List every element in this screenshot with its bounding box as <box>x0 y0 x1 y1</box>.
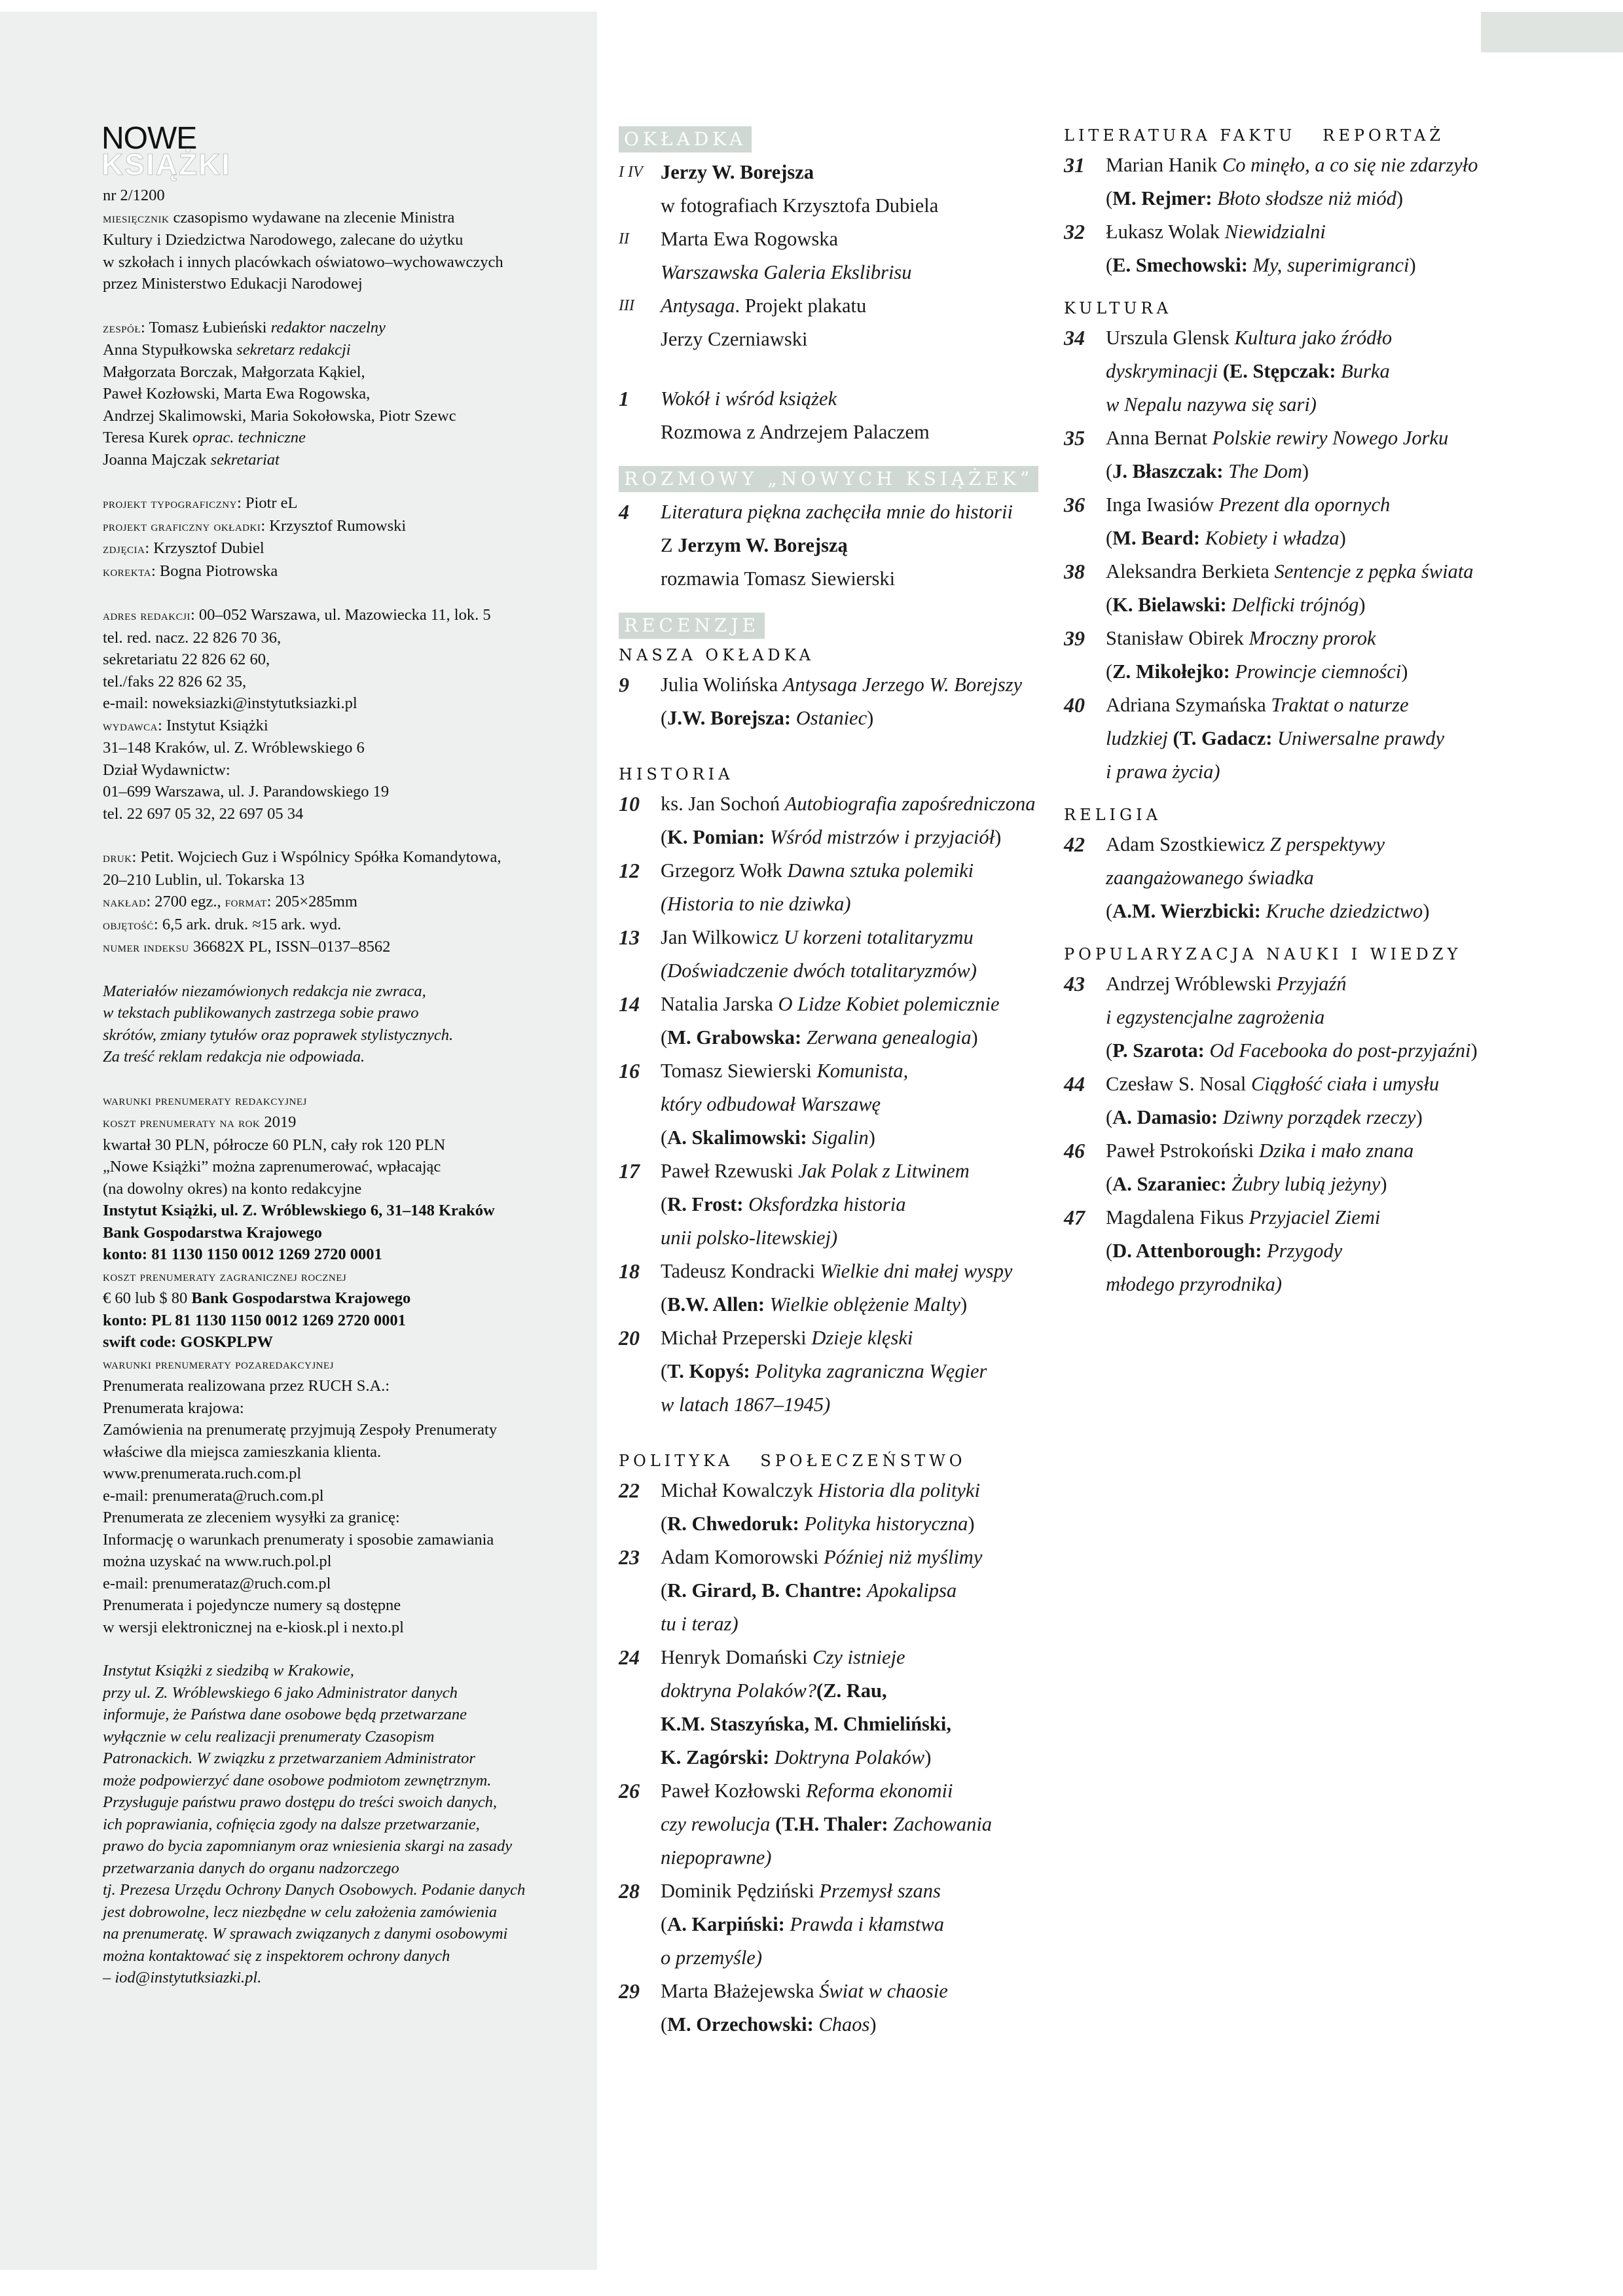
toc-column-middle <box>619 122 1064 2041</box>
toc-entry[interactable]: 29 Marta Błażejewska Świat w chaosie (M. Orzechowski: Chaos) <box>619 1979 948 2036</box>
toc-entry[interactable]: 4 Literatura piękna zachęciła mnie do historii Z Jerzym W. Borejszą rozmawia Tomasz Siewierski <box>619 500 1013 590</box>
section-polityka: POLITYKA SPOŁECZEŃSTWO <box>619 1452 966 1470</box>
issue-number: nr 2/1200 <box>103 187 165 204</box>
toc-entry[interactable]: 23 Adam Komorowski Później niż myślimy (R. Girard, B. Chantre: Apokalipsa tu i teraz) <box>619 1545 983 1635</box>
toc-entry[interactable]: 1 Wokół i wśród książek Rozmowa z Andrzejem Palaczem <box>619 387 930 443</box>
section-literatura-faktu: LITERATURA FAKTU REPORTAŻ <box>1064 126 1445 145</box>
toc-entry[interactable]: 35 Anna Bernat Polskie rewiry Nowego Jorku (J. Błaszczak: The Dom) <box>1064 426 1449 482</box>
toc-entry[interactable]: 36 Inga Iwasiów Prezent dla opornych (M. Beard: Kobiety i władza) <box>1064 493 1391 549</box>
subscription-url[interactable]: www.prenumerata.ruch.com.pl <box>103 1465 302 1482</box>
toc-entry[interactable]: 20 Michał Przeperski Dzieje klęski (T. Kopyś: Polityka zagraniczna Węgier w latach 1867–1945) <box>619 1326 987 1416</box>
toc-entry[interactable]: 39 Stanisław Obirek Mroczny prorok (Z. Mikołejko: Prowincje ciemności) <box>1064 626 1408 683</box>
section-historia: HISTORIA <box>619 765 734 783</box>
section-recenzje: RECENZJE <box>619 613 765 639</box>
toc-entry[interactable]: 42 Adam Szostkiewicz Z perspektywy zaangażowanego świadka (A.M. Wierzbicki: Kruche dziedzictwo) <box>1064 833 1430 922</box>
editorial-email[interactable]: e-mail: noweksiazki@instytutksiazki.pl <box>103 694 357 712</box>
toc-entry[interactable]: 43 Andrzej Wróblewski Przyjaźń i egzystencjalne zagrożenia (P. Szarota: Od Facebooka do post-przyjaźni) <box>1064 972 1478 1062</box>
toc-entry[interactable]: 13 Jan Wilkowicz U korzeni totalitaryzmu (Doświadczenie dwóch totalitaryzmów) <box>619 925 977 982</box>
toc-entry[interactable]: 46 Paweł Pstrokoński Dzika i mało znana (A. Szaraniec: Żubry lubią jeżyny) <box>1064 1139 1414 1195</box>
logo-nowe: NOWE <box>101 121 197 156</box>
toc-entry[interactable]: 17 Paweł Rzewuski Jak Polak z Litwinem (R. Frost: Oksfordzka historia unii polsko-litewskiej) <box>619 1159 970 1249</box>
toc-entry[interactable]: 28 Dominik Pędziński Przemysł szans (A. Karpiński: Prawda i kłamstwa o przemyśle) <box>619 1879 944 1969</box>
toc-entry[interactable]: 34 Urszula Glensk Kultura jako źródło dyskryminacji (E. Stępczak: Burka w Nepalu nazywa się sari) <box>1064 326 1393 416</box>
toc-entry[interactable]: 9 Julia Wolińska Antysaga Jerzego W. Borejszy (J.W. Borejsza: Ostaniec) <box>619 673 1023 729</box>
corner-decoration <box>1481 12 1623 52</box>
section-rozmowy: ROZMOWY „NOWYCH KSIĄŻEK” <box>619 466 1038 492</box>
toc-entry[interactable]: II Marta Ewa Rogowska Warszawska Galeria Ekslibrisu <box>619 228 912 283</box>
magazine-logo <box>101 121 231 181</box>
section-kultura: KULTURA <box>1064 299 1172 317</box>
toc-column-right <box>1064 122 1522 1301</box>
toc-entry[interactable]: 18 Tadeusz Kondracki Wielkie dni małej wyspy (B.W. Allen: Wielkie oblężenie Malty) <box>619 1259 1013 1316</box>
toc-entry[interactable]: 16 Tomasz Siewierski Komunista, który odbudował Warszawę (A. Skalimowski: Sigalin) <box>619 1059 909 1149</box>
section-popularyzacja: POPULARYZACJA NAUKI I WIEDZY <box>1064 945 1462 963</box>
toc-entry[interactable]: 14 Natalia Jarska O Lidze Kobiet polemicznie (M. Grabowska: Zerwana genealogia) <box>619 992 1000 1049</box>
foreign-subscription-email[interactable]: e-mail: prenumerataz@ruch.com.pl <box>103 1574 331 1592</box>
toc-entry[interactable]: 32 Łukasz Wolak Niewidzialni (E. Smechowski: My, superimigranci) <box>1064 220 1416 276</box>
toc-entry[interactable]: 10 ks. Jan Sochoń Autobiografia zapośredniczona (K. Pomian: Wśród mistrzów i przyjaciół) <box>619 792 1036 848</box>
section-okladka: OKŁADKA <box>619 126 752 152</box>
toc-entry[interactable]: 44 Czesław S. Nosal Ciągłość ciała i umysłu (A. Damasio: Dziwny porządek rzeczy) <box>1064 1072 1440 1128</box>
toc-entry[interactable]: 22 Michał Kowalczyk Historia dla polityki (R. Chwedoruk: Polityka historyczna) <box>619 1479 980 1535</box>
logo-ksiazki: KSIĄŻKI <box>101 147 231 181</box>
toc-entry[interactable]: 38 Aleksandra Berkieta Sentencje z pępka świata (K. Bielawski: Delficki trójnóg) <box>1064 560 1474 616</box>
toc-entry[interactable]: 31 Marian Hanik Co minęło, a co się nie zdarzyło (M. Rejmer: Błoto słodsze niż miód) <box>1064 153 1478 209</box>
toc-entry[interactable]: 40 Adriana Szymańska Traktat o naturze ludzkiej (T. Gadacz: Uniwersalne prawdy i prawa życia) <box>1064 693 1445 783</box>
toc-entry[interactable]: I IV Jerzy W. Borejsza w fotografiach Krzysztofa Dubiela <box>619 161 939 217</box>
toc-entry[interactable]: 24 Henryk Domański Czy istnieje doktryna Polaków?(Z. Rau, K.M. Staszyńska, M. Chmieliński, K. Zagórski: Doktryna Polaków) <box>619 1645 951 1768</box>
section-nasza-okladka: NASZA OKŁADKA <box>619 646 814 664</box>
toc-entry[interactable]: 47 Magdalena Fikus Przyjaciel Ziemi (D. Attenborough: Przygody młodego przyrodnika) <box>1064 1206 1381 1295</box>
subscription-email[interactable]: e-mail: prenumerata@ruch.com.pl <box>103 1486 324 1505</box>
imprint-text: nr 2/1200 miesięcznik czasopismo wydawane na zlecenie Ministra Kultury i Dziedzictwa Narodowego, zalecane do użytku w szkołach i innych placówkach oświatowo–wychowawczych przez Ministerstwo Edukacji Narodowej zespół: Tomasz Łubieński redaktor naczelny Anna Stypułkowska sekretarz redakcji Małgorzata Borczak, Małgorzata Kąkiel, Paweł Kozłowski, Marta Ewa Rogowska, Andrzej Skalimowski, Maria Sokołowska, Piotr Szewc Teresa Kurek oprac. techniczne Joanna Majczak sekretariat projekt typograficzny: Piotr eL projekt graficzny okładki: Krzysztof Rumowski zdjęcia: Krzysztof Dubiel korekta: Bogna Piotrowska adres redakcji: 00–052 Warszawa, ul. Mazowiecka 11, lok. 5 tel. red. nacz. 22 826 70 36, sekretariatu 22 826 62 60, tel./faks 22 826 62 35, e-mail: noweksiazki@instytutksiazki.pl wydawca: Instytut Książki 31–148 Kraków, ul. Z. Wróblewskiego 6 Dział Wydawnictw: 01–699 Warszawa, ul. J. Parandowskiego 19 tel. 22 697 05 32, 22 697 05 34 druk: Petit. Wojciech Guz i Wspólnicy Spółka Komandytowa, 20–210 Lublin, ul. Tokarska 13 nakład: 2700 egz., format: 205×285mm objętość: 6,5 ark. druk. ≈15 ark. wyd. numer indeksu 36682X PL, ISSN–0137–8562 Materiałów niezamówionych redakcja nie zwraca, w tekstach publikowanych zastrzega sobie prawo skrótów, zmiany tytułów oraz poprawek stylistycznych. Za treść reklam redakcja nie odpowiada. warunki prenumeraty redakcyjnej koszt prenumeraty na rok 2019 kwartał 30 PLN, półrocze 60 PLN, cały rok 120 PLN „Nowe Książki” można zaprenumerować, wpłacając (na dowolny okres) na konto redakcyjne Instytut Książki, ul. Z. Wróblewskiego 6, 31–148 Kraków Bank Gospodarstwa Krajowego konto: 81 1130 1150 0012 1269 2720 0001 koszt prenumeraty zagranicznej rocznej € 60 lub $ 80 Bank Gospodarstwa Krajowego konto: PL 81 1130 1150 0012 1269 2720 0001 swift code: GOSKPLPW warunki prenumeraty pozaredakcyjnej Prenumerata realizowana przez RUCH S.A.: Prenumerata krajowa: Zamówienia na prenumeratę przyjmują Zespoły Prenumeraty właściwe dla miejsca zamieszkania klienta. www.prenumerata.ruch.com.pl e-mail: prenumerata@ruch.com.pl Prenumerata ze zleceniem wysyłki za granicę: Informację o warunkach prenumeraty i sposobie zamawiania można uzyskać na www.ruch.pol.pl e-mail: prenumerataz@ruch.com.pl Prenumerata i pojedyncze numery są dostępne w wersji elektronicznej na e-kiosk.pl i nexto.pl Instytut Książki z siedzibą w Krakowie, przy ul. Z. Wróblewskiego 6 jako Administrator danych informuje, że Państwa dane osobowe będą przetwarzane wyłącznie w celu realizacji prenumeraty Czasopism Patronackich. W związku z przetwarzaniem Administrator może podpowierzyć dane osobowe podmiotom zewnętrznym. Przysługuje państwu prawo dostępu do treści swoich danych, ich poprawiania, cofnięcia zgody na dalsze przetwarzanie, prawo do bycia zapomnianym oraz wniesienia skargi na zasady przetwarzania danych do organu nadzorczego tj. Prezesa Urzędu Ochrony Danych Osobowych. Podanie danych jest dobrowolne, lecz niezbędne w celu założenia zamówienia na prenumeratę. W sprawach związanych z danymi osobowymi można kontaktować się z inspektorem ochrony danych – iod@instytutksiazki.pl. <box>103 185 587 1989</box>
toc-entry[interactable]: 26 Paweł Kozłowski Reforma ekonomii czy rewolucja (T.H. Thaler: Zachowania niepoprawne) <box>619 1779 993 1869</box>
toc-entry[interactable]: 12 Grzegorz Wołk Dawna sztuka polemiki (Historia to nie dziwka) <box>619 859 974 915</box>
toc-entry[interactable]: III Antysaga. Projekt plakatu Jerzy Czerniawski <box>619 295 867 350</box>
section-religia: RELIGIA <box>1064 806 1161 824</box>
